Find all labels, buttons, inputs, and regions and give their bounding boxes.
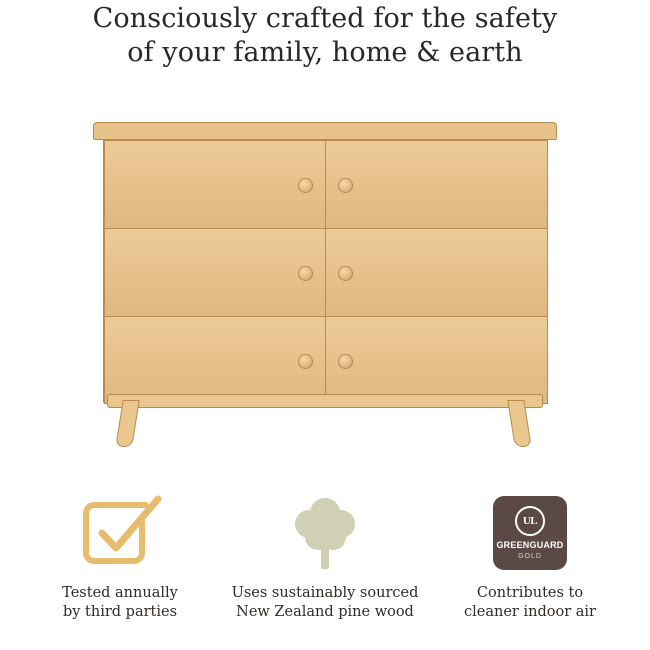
drawer-knob-icon [298,354,313,369]
headline [0,0,650,70]
drawer-top-left [104,140,326,229]
greenguard-badge [493,496,567,570]
badge-caption-line-2: by third parties [62,604,178,620]
drawer-knob-icon [298,266,313,281]
badge-caption-line-1: Tested annually [62,585,178,601]
greenguard-level-label: GOLD [518,553,542,560]
drawer-knob-icon [298,178,313,193]
drawer-knob-icon [338,354,353,369]
headline-line-1: Consciously crafted for the safety [92,3,558,34]
badge-sustainable-wood [227,490,423,622]
tree-icon [285,490,365,576]
badge-caption-line-2: cleaner indoor air [464,604,596,620]
drawer-knob-icon [338,266,353,281]
drawer-bottom-left [104,316,326,404]
drawer-bottom-right [325,316,548,404]
drawer-top-right [325,140,548,229]
checkbox-check-icon [72,490,168,576]
badge-caption [62,584,178,622]
badge-greenguard-gold [432,490,628,622]
drawer-knob-icon [338,178,353,193]
dresser-base-rail [107,394,543,408]
badge-caption-line-2: New Zealand pine wood [236,604,414,620]
dresser-top-surface [93,122,557,140]
greenguard-gold-icon [493,490,567,576]
dresser [93,122,557,412]
greenguard-label: GREENGUARD [496,540,564,550]
badge-caption-line-1: Uses sustainably sourced [231,585,419,601]
headline-line-2: of your family, home & earth [127,37,523,68]
drawer-middle-right [325,228,548,317]
trust-badges [0,490,650,650]
drawer-middle-left [104,228,326,317]
dresser-body [103,139,547,403]
ul-mark-icon: UL [515,506,545,536]
badge-caption-line-1: Contributes to [476,585,584,601]
badge-tested-annually [22,490,218,622]
badge-caption [232,584,419,622]
product-illustration [0,108,650,468]
badge-caption [464,584,596,622]
